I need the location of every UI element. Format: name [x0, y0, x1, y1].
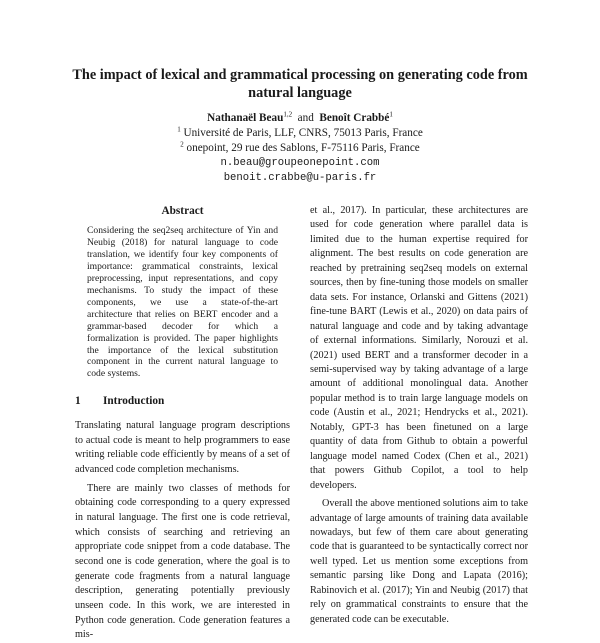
author-conjunction: and — [297, 112, 314, 124]
section-title: Introduction — [103, 395, 165, 407]
affiliation-2-sup: 2 — [180, 140, 184, 149]
abstract-heading: Abstract — [161, 205, 204, 217]
author-2-sup: 1 — [389, 110, 393, 119]
author-block — [60, 111, 540, 186]
author-line — [60, 111, 540, 126]
affiliation-1 — [60, 126, 540, 141]
email-2: benoit.crabbe@u-paris.fr — [223, 172, 377, 184]
affiliation-2-text: onepoint, 29 rue des Sablons, F-75116 Paris, France — [186, 142, 420, 154]
section-number: 1 — [75, 395, 81, 407]
right-paragraph-1: et al., 2017). In particular, these architectures are used for code generation where parallel data is limited due to the human expertise required for alignment. The best results on code generation are reached by pretraining seq2seq models on external sources, then by fine-tuning those models on smaller data sets. For instance, Orlanski and Gittens (2021) fine-tune BART (Lewis et al., 2020) on data pairs of natural language and code and by taking advantage of external informations. Similarly, Norouzi et al. (2021) used BERT and a transformer decoder in a semi-supervised way by taking advantage of a large amount of additional monolingual data. Another popular method is to train large language models on code (Austin et al., 2021; Hendrycks et al., 2021). Notably, GPT-3 has been finetuned on a large quantity of data from Github to obtain a powerful language model named Codex (Chen et al., 2021) that powers Github Copilot, a tool to help developers. — [310, 205, 528, 491]
abstract-text: Considering the seq2seq architecture of Yin and Neubig (2018) for natural language to code translation, we identify four key components of importance: grammatical constraints, lexical preprocessing, input representations, and copy mechanisms. To study the impact of these components, we use a state-of-the-art architecture that relies on BERT encoder and a grammar-based decoder for which a formalization is provided. The paper highlights the importance of the lexical substitution component in the current natural language to code systems. — [87, 225, 278, 380]
affiliation-2 — [60, 141, 540, 156]
right-paragraph-2: Overall the above mentioned solutions aim to take advantage of large amounts of training data available nowadays, but few of them care about generating code that is guaranteed to be syntactically correct nor well typed. Let us mention some exceptions from semantic parsing like Dong and Lapata (2016); Rabinovich et al. (2017); Yin and Neubig (2017) that rely on grammatical constraints to ensure that the generated code can be executable. — [310, 498, 528, 625]
author-1-sup: 1,2 — [283, 110, 293, 119]
intro-paragraph-2: There are mainly two classes of methods for obtaining code corresponding to a query expressed in natural language. The first one is code retrieval, which consists of searching and retrieving an appropriate code snippet from a code database. The second one is code generation, where the goal is to generate code fragments from a natural language description, generating potentially previously unseen code. In this work, we are interested in Python code generation. Code generation features a mis- — [75, 482, 290, 641]
paper-title: The impact of lexical and grammatical processing on generating code from natural language — [72, 67, 528, 101]
right-column-body — [310, 204, 528, 627]
intro-paragraph-1: Translating natural language program descriptions to actual code is meant to help programmers to ease writing reliable code efficiently by means of a set of advanced code completion mechanisms. — [75, 420, 290, 475]
section-heading-introduction — [75, 395, 164, 407]
affiliation-1-text: Université de Paris, LLF, CNRS, 75013 Paris, France — [183, 127, 423, 139]
affiliation-1-sup: 1 — [177, 125, 181, 134]
author-1-name: Nathanaël Beau — [207, 112, 284, 124]
author-2-name: Benoît Crabbé — [319, 112, 390, 124]
introduction-body — [75, 419, 290, 643]
email-1: n.beau@groupeonepoint.com — [220, 157, 380, 169]
